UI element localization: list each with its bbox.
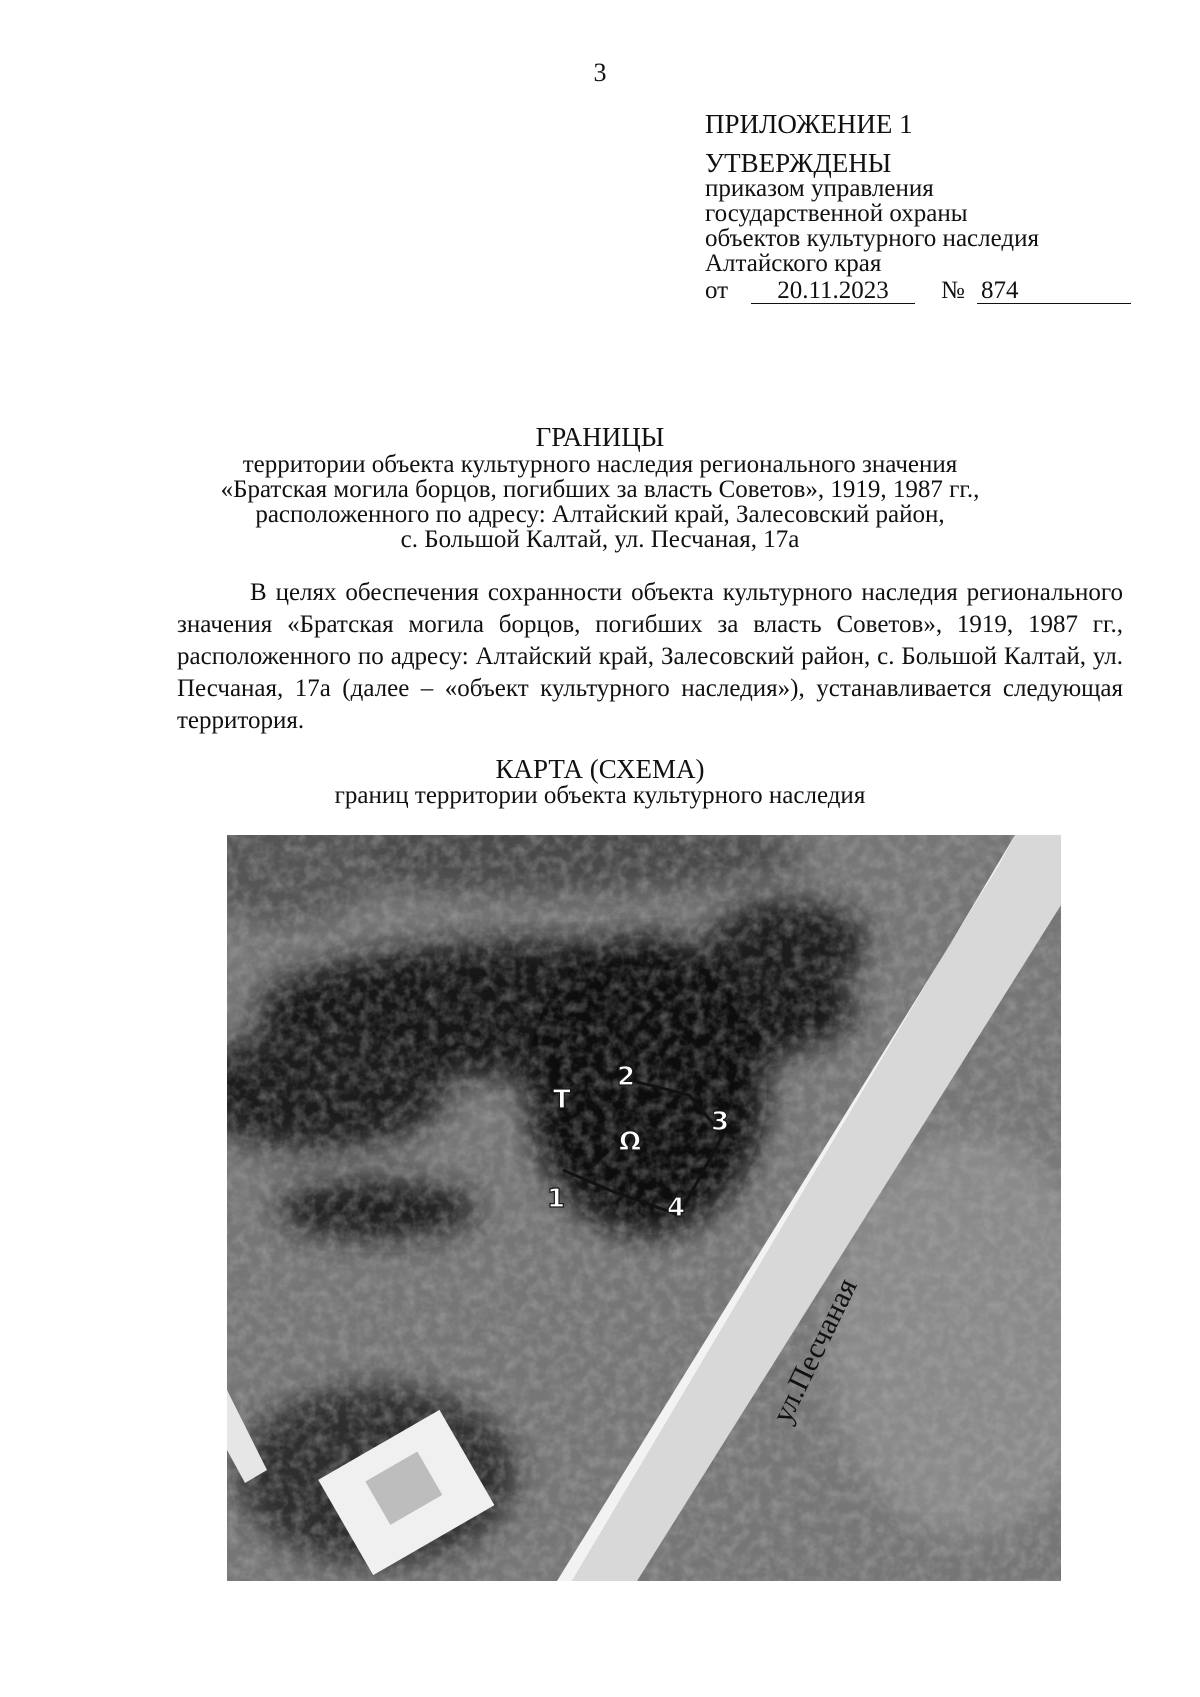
point-label: 2 — [617, 1062, 636, 1092]
from-label: от — [705, 277, 729, 304]
approval-line: государственной охраны — [705, 200, 968, 227]
approval-line: Алтайского края — [705, 250, 882, 277]
order-date: 20.11.2023 — [751, 278, 915, 304]
body-paragraph — [177, 577, 1123, 737]
approval-block — [705, 109, 1135, 312]
title-line: территории объекта культурного наследия регионального значения — [242, 451, 958, 478]
approved-label: УТВЕРЖДЕНЫ — [705, 148, 892, 178]
order-number: 874 — [977, 278, 1131, 304]
title-line: с. Большой Калтай, ул. Песчаная, 17а — [400, 526, 800, 553]
point-label: 4 — [667, 1193, 686, 1223]
point-label: 3 — [711, 1107, 730, 1137]
approval-line: объектов культурного наследия — [705, 225, 1039, 252]
point-label: 1 — [547, 1184, 566, 1214]
page-number: 3 — [593, 58, 607, 87]
order-date-number — [705, 278, 1135, 312]
paragraph-text: В целях обеспечения сохранности объекта культурного наследия регионального значения «Братская могила борцов, погибших за власть Советов», 1919, 1987 гг., расположенного по адресу: Алтайский край, Залесовский район, с. Большой Калтай, ул. Песчаная, 17а (далее – «объект культурного наследия»), устанавливается следующая территория. — [177, 579, 1123, 734]
title-heading: ГРАНИЦЫ — [535, 422, 665, 452]
appendix-label: ПРИЛОЖЕНИЕ 1 — [705, 109, 913, 139]
title-line: расположенного по адресу: Алтайский край, Залесовский район, — [255, 501, 945, 528]
approval-line: приказом управления — [705, 175, 934, 202]
marker-label: Ω — [619, 1127, 642, 1157]
title-line: «Братская могила борцов, погибших за власть Советов», 1919, 1987 гг., — [220, 476, 980, 503]
number-sign: № — [941, 277, 965, 304]
map-scheme — [227, 835, 1061, 1581]
map-title: КАРТА (СХЕМА) — [495, 754, 705, 784]
marker-label: T — [553, 1085, 571, 1115]
document-title — [140, 422, 1060, 552]
map-labels — [227, 835, 1061, 1581]
map-subtitle: границ территории объекта культурного наследия — [334, 782, 866, 809]
street-label: ул.Песчаная — [765, 1273, 864, 1429]
